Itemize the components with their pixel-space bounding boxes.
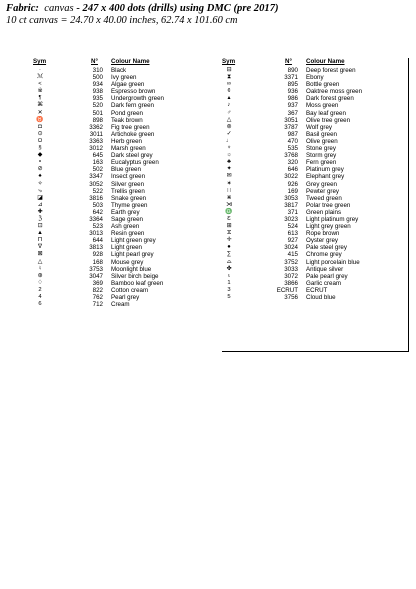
dmc-number-cell: 895 — [287, 81, 298, 89]
symbol-cell: 4 — [38, 294, 42, 300]
colour-name-cell: Fern green — [306, 159, 337, 167]
colour-name-header: Colour Name — [306, 58, 345, 65]
table-row — [33, 138, 205, 145]
table-row — [222, 88, 412, 95]
table-row — [222, 138, 412, 145]
symbol-cell: ☼ — [226, 152, 232, 159]
symbol-cell: ♮ — [38, 265, 42, 272]
dmc-number-cell: 644 — [92, 237, 103, 245]
colour-name-header: Colour Name — [111, 58, 150, 65]
dmc-number-cell: 926 — [287, 180, 298, 188]
symbol-cell: ◆ — [37, 152, 43, 159]
table-row — [33, 266, 205, 273]
colour-name-cell: Dark steel grey — [111, 152, 153, 160]
table-row — [33, 181, 205, 188]
colour-name-cell: Pewter grey — [306, 187, 340, 195]
dmc-number-cell: 934 — [92, 81, 103, 89]
dmc-number-cell: 3756 — [284, 294, 298, 301]
colour-name-cell: Trellis green — [111, 187, 145, 195]
symbol-cell: ⧗ — [226, 74, 232, 81]
colour-name-cell: Algae green — [111, 81, 145, 89]
dmc-number-cell: 938 — [92, 88, 103, 96]
symbol-cell: ♩ — [226, 137, 232, 144]
symbol-cell: · — [39, 67, 41, 73]
colour-name-cell: Rope brown — [306, 230, 340, 238]
symbol-cell: ♠ — [38, 173, 42, 180]
colour-name-cell: Cotton cream — [111, 286, 149, 294]
canvas-size-line: 10 ct canvas = 24.70 x 40.00 inches, 62.74 x 101.60 cm — [6, 15, 238, 26]
dmc-number-cell: 3768 — [284, 152, 298, 160]
dmc-number-cell: 645 — [92, 152, 103, 160]
symbol-cell: 1 — [227, 279, 231, 286]
sym-header: Sym — [222, 58, 236, 65]
table-row — [33, 95, 205, 102]
table-row — [222, 145, 412, 152]
table-row — [222, 280, 412, 287]
colour-name-cell: Blue green — [111, 166, 141, 174]
colour-name-cell: Teak brown — [111, 116, 143, 124]
table-row — [33, 152, 205, 159]
table-row — [33, 251, 205, 258]
table-row — [33, 67, 205, 74]
symbol-cell: ⊠ — [37, 251, 43, 258]
dmc-number-cell: 502 — [92, 166, 103, 174]
dmc-number-cell: 712 — [92, 301, 103, 309]
symbol-cell: ℳ — [36, 74, 44, 81]
colour-name-cell: Sage green — [111, 215, 143, 223]
colour-name-cell: Light porcelain blue — [306, 258, 360, 266]
table-row — [222, 81, 412, 88]
dmc-number-cell: 310 — [92, 67, 103, 74]
symbol-cell: ✛ — [226, 237, 232, 244]
colour-name-cell: Pale steel grey — [306, 244, 347, 252]
table-row — [222, 294, 412, 301]
colour-name-cell: Marsh green — [111, 145, 146, 153]
symbol-cell: ⊟ — [226, 67, 232, 73]
dmc-number-cell: 500 — [92, 74, 103, 82]
symbol-cell: ⊛ — [37, 272, 43, 279]
table-row — [222, 117, 412, 124]
table-row — [33, 223, 205, 230]
legend-header — [6, 3, 414, 27]
colour-name-cell: Eucalyptus green — [111, 159, 159, 167]
dmc-number-cell: 822 — [92, 286, 103, 294]
dmc-number-cell: 3011 — [89, 130, 103, 138]
table-row — [33, 209, 205, 216]
dmc-number-cell: 320 — [287, 159, 298, 167]
colour-name-cell: Bamboo leaf green — [111, 279, 164, 287]
symbol-cell: ✚ — [37, 208, 43, 215]
sym-header: Sym — [33, 58, 47, 65]
table-header — [33, 58, 205, 67]
table-row — [33, 81, 205, 88]
dmc-number-cell: 3047 — [89, 272, 103, 280]
table-row — [222, 209, 412, 216]
dmc-number-cell: 937 — [287, 102, 298, 110]
symbol-cell: ♎ — [225, 208, 233, 215]
colour-name-cell: Pale pearl grey — [306, 272, 348, 280]
symbol-cell: ♆ — [226, 145, 232, 152]
fabric-type: canvas — [44, 3, 74, 14]
dmc-number-cell: 927 — [287, 237, 298, 245]
dmc-number-cell: 3023 — [284, 215, 298, 223]
colour-name-cell: ECRUT — [306, 286, 328, 294]
symbol-cell: ⌓ — [226, 258, 232, 265]
table-row — [222, 188, 412, 195]
table-row — [33, 117, 205, 124]
colour-name-cell: Mouse grey — [111, 258, 144, 266]
dmc-number-cell: 613 — [287, 230, 298, 238]
colour-name-cell: Storm grey — [306, 152, 337, 160]
dmc-number-cell: 520 — [92, 102, 103, 110]
symbol-cell: 5 — [227, 294, 231, 300]
colour-name-cell: Insect green — [111, 173, 146, 181]
symbol-cell: ♣ — [227, 159, 231, 166]
colour-name-cell: Undergrowth green — [111, 95, 164, 103]
table-row — [33, 188, 205, 195]
symbol-cell: ♢ — [37, 279, 43, 286]
table-row — [222, 67, 412, 74]
table-row — [33, 159, 205, 166]
table-row — [33, 173, 205, 180]
dmc-number-cell: 3371 — [284, 74, 298, 82]
symbol-cell: ✕ — [37, 109, 43, 116]
table-row — [222, 195, 412, 202]
symbol-cell: ⋊ — [226, 201, 232, 208]
colour-name-cell: Cloud blue — [306, 294, 336, 301]
symbol-cell: ⋇ — [226, 194, 232, 201]
table-row — [222, 74, 412, 81]
colour-name-cell: Oaktree moss green — [306, 88, 363, 96]
table-row — [33, 202, 205, 209]
table-row — [222, 110, 412, 117]
table-row — [222, 152, 412, 159]
dmc-number-cell: 987 — [287, 130, 298, 138]
dmc-number-cell: 646 — [287, 166, 298, 174]
symbol-cell: ℨ — [38, 215, 42, 222]
dmc-number-cell: 3364 — [89, 215, 103, 223]
table-row — [33, 74, 205, 81]
symbol-cell: ▴ — [227, 95, 231, 102]
colour-name-cell: Elephant grey — [306, 173, 345, 181]
symbol-cell: ⊡ — [37, 223, 43, 230]
table-row — [33, 237, 205, 244]
symbol-cell: ✦ — [226, 166, 232, 173]
table-row — [222, 181, 412, 188]
colour-name-cell: Black — [111, 67, 127, 74]
table-row — [222, 251, 412, 258]
table-row — [33, 294, 205, 301]
dmc-number-cell: 523 — [92, 223, 103, 231]
fabric-spec: - 247 x 400 dots (drills) using DMC (pre 2017) — [76, 3, 279, 14]
table-row — [33, 124, 205, 131]
symbol-cell: 3 — [227, 286, 231, 293]
dmc-number-cell: 3813 — [89, 244, 103, 252]
table-row — [33, 244, 205, 251]
colour-name-cell: Polar tree green — [306, 201, 351, 209]
symbol-cell: ∷ — [227, 187, 231, 194]
symbol-cell: 2 — [38, 286, 42, 293]
symbol-cell: ⊘ — [37, 166, 43, 173]
colour-name-cell: Espresso brown — [111, 88, 156, 96]
dmc-number-cell: 3347 — [89, 173, 103, 181]
symbol-cell: § — [38, 145, 42, 152]
symbol-cell: ● — [227, 244, 231, 251]
dmc-number-cell: 169 — [287, 187, 298, 195]
table-row — [222, 237, 412, 244]
dmc-number-cell: 986 — [287, 95, 298, 103]
symbol-cell: ◪ — [37, 194, 43, 201]
symbol-cell: ⤷ — [38, 187, 42, 194]
symbol-cell: ♪ — [227, 102, 231, 109]
dmc-number-cell: 3022 — [284, 173, 298, 181]
table-row — [33, 280, 205, 287]
table-header — [222, 58, 412, 67]
colour-name-cell: Ash green — [111, 223, 140, 231]
colour-name-cell: Oyster grey — [306, 237, 338, 245]
dmc-number-cell: 522 — [92, 187, 103, 195]
dmc-number-cell: 168 — [92, 258, 103, 266]
fabric-label: Fabric: — [6, 3, 39, 14]
colour-name-cell: Wolf grey — [306, 123, 333, 131]
dmc-number-cell: 3053 — [284, 194, 298, 202]
symbol-cell: ɩ — [228, 272, 230, 279]
table-row — [222, 95, 412, 102]
colour-name-cell: Olive green — [306, 137, 338, 145]
symbol-cell: ∑ — [226, 251, 232, 258]
dmc-number-cell: 3363 — [89, 137, 103, 145]
table-row — [222, 273, 412, 280]
symbol-cell: Ω — [37, 137, 43, 144]
table-row — [33, 195, 205, 202]
dmc-number-cell: 3052 — [89, 180, 103, 188]
colour-name-cell: Tweed green — [306, 194, 342, 202]
dmc-number-cell: 3051 — [284, 116, 298, 124]
table-row — [33, 230, 205, 237]
colour-name-cell: Dark fern green — [111, 102, 154, 110]
dmc-number-cell: 3817 — [284, 201, 298, 209]
dmc-number-cell: 415 — [287, 251, 298, 259]
colour-name-cell: Bottle green — [306, 81, 340, 89]
dmc-number-cell: 3012 — [89, 145, 103, 153]
colour-name-cell: Cream — [111, 301, 130, 309]
colour-name-cell: Deep forest green — [306, 67, 356, 74]
colour-name-cell: Ebony — [306, 74, 324, 82]
left-colour-table — [33, 58, 205, 308]
colour-name-cell: Olive tree green — [306, 116, 351, 124]
symbol-cell: ⊚ — [226, 123, 232, 130]
table-row — [33, 102, 205, 109]
table-row — [222, 131, 412, 138]
colour-name-cell: Light green — [111, 244, 142, 252]
dmc-number-cell: ECRUT — [276, 286, 298, 294]
symbol-cell: ⊿ — [37, 201, 43, 208]
symbol-cell: Ɛ — [227, 215, 231, 222]
symbol-cell: ¶ — [38, 95, 42, 102]
colour-name-cell: Light pearl grey — [111, 251, 154, 259]
table-row — [33, 145, 205, 152]
dmc-number-cell: 3752 — [284, 258, 298, 266]
dmc-number-cell: 935 — [92, 95, 103, 103]
table-row — [33, 131, 205, 138]
dmc-number-cell: 890 — [287, 67, 298, 74]
table-row — [33, 88, 205, 95]
table-row — [33, 166, 205, 173]
colour-name-cell: Chrome grey — [306, 251, 342, 259]
colour-name-cell: Silver green — [111, 180, 145, 188]
dmc-number-cell: 928 — [92, 251, 103, 259]
colour-name-cell: Pearl grey — [111, 294, 140, 301]
dmc-number-cell: 642 — [92, 208, 103, 216]
dmc-number-cell: 3753 — [89, 265, 103, 273]
table-row — [222, 124, 412, 131]
colour-name-cell: Moonlight blue — [111, 265, 152, 273]
symbol-cell: ¢ — [227, 88, 231, 95]
dmc-number-cell: 501 — [92, 109, 103, 117]
symbol-cell: ∘ — [38, 159, 42, 166]
table-row — [222, 287, 412, 294]
table-row — [222, 216, 412, 223]
symbol-cell: 6 — [38, 301, 42, 308]
table-row — [33, 110, 205, 117]
colour-name-cell: Green plains — [306, 208, 342, 216]
dmc-number-cell: 3024 — [284, 244, 298, 252]
colour-name-cell: Artichoke green — [111, 130, 155, 138]
symbol-cell: ✶ — [226, 180, 232, 187]
symbol-cell: ∇ — [38, 244, 42, 251]
dmc-number-cell: 762 — [92, 294, 103, 301]
symbol-cell: ◘ — [38, 123, 42, 130]
table-row — [33, 216, 205, 223]
dmc-number-cell: 3072 — [284, 272, 298, 280]
symbol-cell: ♉ — [36, 116, 44, 123]
dmc-number-cell: 367 — [287, 109, 298, 117]
table-row — [222, 159, 412, 166]
colour-name-cell: Snake green — [111, 194, 147, 202]
colour-name-cell: Stone grey — [306, 145, 336, 153]
symbol-cell: ✤ — [226, 265, 232, 272]
dmc-number-cell: 3816 — [89, 194, 103, 202]
dmc-number-cell: 535 — [287, 145, 298, 153]
colour-name-cell: Bay leaf green — [306, 109, 346, 117]
table-row — [33, 301, 205, 308]
right-colour-table — [222, 58, 412, 301]
symbol-cell: ⌘ — [37, 102, 43, 109]
symbol-cell: ※ — [37, 88, 43, 95]
colour-name-cell: Ivy green — [111, 74, 137, 82]
colour-name-cell: Garlic cream — [306, 279, 342, 287]
colour-name-cell: Thyme green — [111, 201, 148, 209]
number-header: N° — [91, 58, 98, 65]
colour-name-cell: Light green grey — [111, 237, 156, 245]
colour-name-cell: Light platinum grey — [306, 215, 359, 223]
table-row — [33, 273, 205, 280]
dmc-number-cell: 163 — [92, 159, 103, 167]
table-row — [33, 259, 205, 266]
table-row — [222, 102, 412, 109]
symbol-cell: ▲ — [37, 230, 43, 237]
symbol-cell: ⧖ — [226, 230, 232, 237]
symbol-cell: ✧ — [37, 180, 43, 187]
colour-name-cell: Herb green — [111, 137, 142, 145]
symbol-cell: ∞ — [226, 81, 232, 88]
colour-name-cell: Fig tree green — [111, 123, 150, 131]
dmc-number-cell: 503 — [92, 201, 103, 209]
colour-name-cell: Resin green — [111, 230, 145, 238]
dmc-number-cell: 898 — [92, 116, 103, 124]
dmc-number-cell: 3013 — [89, 230, 103, 238]
symbol-cell: ♂ — [226, 109, 232, 116]
colour-name-cell: Basil green — [306, 130, 337, 138]
colour-name-cell: Silver birch beige — [111, 272, 159, 280]
symbol-cell: ✓ — [226, 130, 232, 137]
symbol-cell: ✉ — [226, 173, 232, 180]
table-row — [222, 230, 412, 237]
colour-name-cell: Dark forest green — [306, 95, 354, 103]
colour-name-cell: Grey green — [306, 180, 337, 188]
symbol-cell: ⊞ — [226, 223, 232, 230]
colour-name-cell: Earth grey — [111, 208, 140, 216]
dmc-number-cell: 936 — [287, 88, 298, 96]
table-row — [222, 266, 412, 273]
dmc-number-cell: 369 — [92, 279, 103, 287]
colour-name-cell: Moss green — [306, 102, 339, 110]
dmc-number-cell: 524 — [287, 223, 298, 231]
table-row — [222, 259, 412, 266]
colour-name-cell: Pond green — [111, 109, 143, 117]
dmc-number-cell: 3866 — [284, 279, 298, 287]
colour-name-cell: Platinum grey — [306, 166, 344, 174]
dmc-number-cell: 3362 — [89, 123, 103, 131]
table-row — [222, 202, 412, 209]
table-row — [222, 166, 412, 173]
table-row — [222, 223, 412, 230]
symbol-cell: ⊙ — [37, 130, 43, 137]
table-row — [222, 244, 412, 251]
colour-name-cell: Antique silver — [306, 265, 344, 273]
dmc-number-cell: 371 — [287, 208, 298, 216]
colour-name-cell: Light grey green — [306, 223, 351, 231]
table-row — [33, 287, 205, 294]
symbol-cell: △ — [226, 116, 232, 123]
symbol-cell: < — [38, 81, 42, 88]
fabric-line — [6, 3, 414, 15]
table-row — [222, 173, 412, 180]
dmc-number-cell: 3033 — [284, 265, 298, 273]
dmc-number-cell: 470 — [287, 137, 298, 145]
symbol-cell: △ — [37, 258, 43, 265]
symbol-cell: Π — [37, 237, 43, 244]
dmc-number-cell: 3787 — [284, 123, 298, 131]
number-header: N° — [285, 58, 292, 65]
